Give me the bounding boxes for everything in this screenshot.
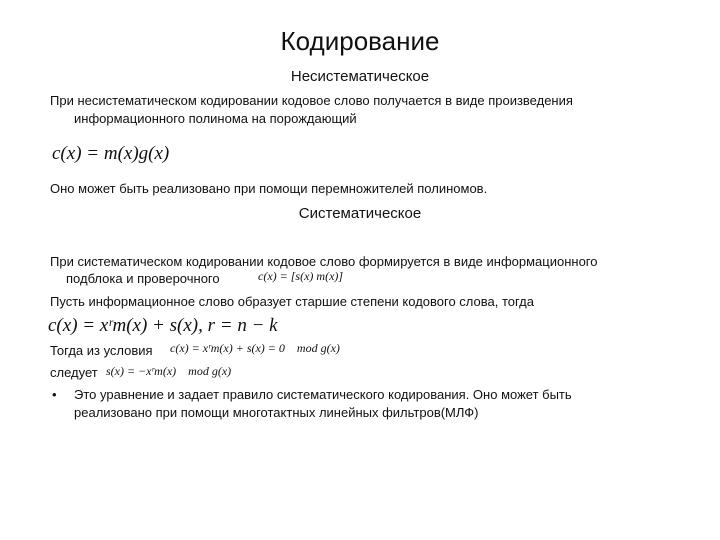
condition-label: Тогда из условия	[50, 343, 153, 358]
formula-systematic-codeword: c(x) = xʳm(x) + s(x), r = n − k	[48, 315, 278, 336]
formula-condition: c(x) = xʳm(x) + s(x) = 0 mod g(x)	[170, 341, 340, 355]
bullet-text-line1: Это уравнение и задает правило систематического кодирования. Оно может быть	[74, 387, 572, 402]
systematic-text-line1: При систематическом кодировании кодовое слово формируется в виде информационного	[50, 254, 598, 269]
systematic-text-line2: подблока и проверочного	[66, 271, 220, 286]
nonsystematic-text-line2: информационного полинома на порождающий	[74, 111, 357, 126]
formula-codeword-blocks: c(x) = [s(x) m(x)]	[258, 269, 344, 283]
formula-product: c(x) = m(x)g(x)	[52, 143, 170, 164]
follows-label: следует	[50, 365, 98, 380]
bullet-icon: •	[52, 387, 57, 402]
systematic-text-para2: Пусть информационное слово образует старшие степени кодового слова, тогда	[50, 294, 534, 309]
nonsystematic-note: Оно может быть реализовано при помощи перемножителей полиномов.	[50, 181, 488, 196]
section-heading-nonsystematic: Несистематическое	[290, 68, 430, 85]
formula-check-part: s(x) = −xʳm(x) mod g(x)	[106, 364, 232, 378]
section-heading-systematic: Систематическое	[298, 205, 422, 222]
bullet-text-line2: реализовано при помощи многотактных линейных фильтров(МЛФ)	[74, 405, 479, 420]
nonsystematic-text-line1: При несистематическом кодировании кодовое слово получается в виде произведения	[50, 93, 573, 108]
slide-title: Кодирование	[280, 26, 440, 56]
